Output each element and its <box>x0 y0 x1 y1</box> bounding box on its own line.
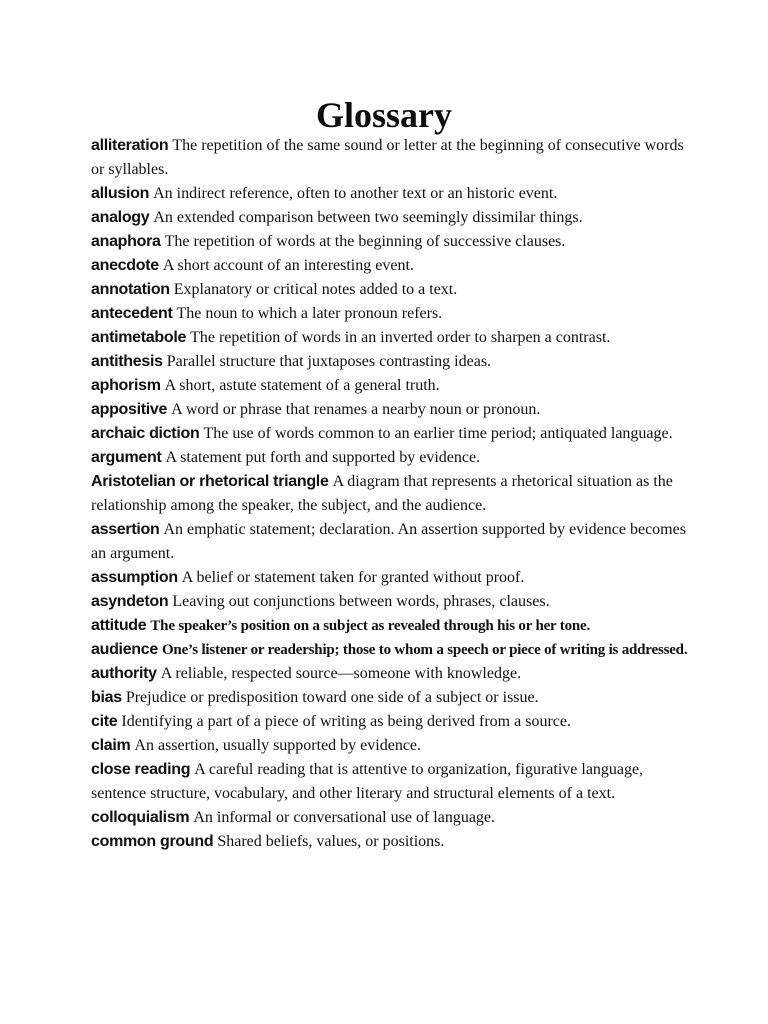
glossary-term: authority <box>91 665 157 682</box>
glossary-entry <box>91 566 691 590</box>
glossary-definition: A short account of an interesting event. <box>162 257 414 274</box>
glossary-definition: Identifying a part of a piece of writing as being derived from a source. <box>121 713 571 730</box>
glossary-definition: Shared beliefs, values, or positions. <box>217 833 445 850</box>
glossary-term: aphorism <box>91 377 161 394</box>
glossary-term: Aristotelian or rhetorical triangle <box>91 473 329 490</box>
glossary-definition: Prejudice or predisposition toward one side of a subject or issue. <box>125 689 539 706</box>
glossary-entry <box>91 374 691 398</box>
glossary-term: assertion <box>91 521 160 538</box>
glossary-entry <box>91 350 691 374</box>
glossary-term: allusion <box>91 185 150 202</box>
glossary-definition: The repetition of words in an inverted order to sharpen a contrast. <box>190 329 611 346</box>
glossary-definition: A word or phrase that renames a nearby noun or pronoun. <box>171 401 541 418</box>
glossary-entry <box>91 710 691 734</box>
glossary-term: audience <box>91 641 158 658</box>
glossary-definition: A careful reading that is attentive to organization, figurative language, sentence structure, vocabulary, and other literary and structural elements of a text. <box>91 761 644 802</box>
glossary-entry <box>91 206 691 230</box>
glossary-entry <box>91 302 691 326</box>
glossary-entry <box>91 278 691 302</box>
glossary-definition: A reliable, respected source—someone with knowledge. <box>160 665 522 682</box>
glossary-definition: The repetition of words at the beginning of successive clauses. <box>164 233 566 250</box>
glossary-term: anaphora <box>91 233 161 250</box>
page-title: Glossary <box>315 95 452 135</box>
glossary-entry <box>91 734 691 758</box>
glossary-list <box>91 134 691 854</box>
glossary-definition: A diagram that represents a rhetorical situation as the relationship among the speaker, the subject, and the audience. <box>91 473 673 514</box>
glossary-entry <box>91 182 691 206</box>
glossary-term: annotation <box>91 281 170 298</box>
glossary-term: antithesis <box>91 353 163 370</box>
glossary-term: analogy <box>91 209 150 226</box>
glossary-entry <box>91 230 691 254</box>
glossary-definition: One’s listener or readership; those to whom a speech or piece of writing is addressed. <box>161 642 688 658</box>
glossary-entry <box>91 254 691 278</box>
glossary-term: anecdote <box>91 257 159 274</box>
glossary-definition: Parallel structure that juxtaposes contrasting ideas. <box>166 353 492 370</box>
glossary-entry <box>91 614 691 638</box>
glossary-term: common ground <box>91 833 214 850</box>
glossary-term: close reading <box>91 761 191 778</box>
glossary-definition: An informal or conversational use of language. <box>193 809 496 826</box>
glossary-entry <box>91 758 691 806</box>
glossary-definition: A short, astute statement of a general truth. <box>164 377 440 394</box>
glossary-entry <box>91 470 691 518</box>
glossary-definition: A belief or statement taken for granted without proof. <box>181 569 525 586</box>
glossary-entry <box>91 806 691 830</box>
glossary-term: cite <box>91 713 118 730</box>
glossary-term: bias <box>91 689 122 706</box>
glossary-entry <box>91 686 691 710</box>
glossary-definition: The noun to which a later pronoun refers. <box>176 305 443 322</box>
glossary-definition: A statement put forth and supported by evidence. <box>165 449 481 466</box>
glossary-entry <box>91 518 691 566</box>
glossary-entry <box>91 446 691 470</box>
glossary-definition: An indirect reference, often to another text or an historic event. <box>153 185 558 202</box>
glossary-term: attitude <box>91 617 147 634</box>
glossary-term: antimetabole <box>91 329 187 346</box>
glossary-definition: The repetition of the same sound or letter at the beginning of consecutive words or syllables. <box>91 137 684 178</box>
glossary-term: appositive <box>91 401 168 418</box>
glossary-term: assumption <box>91 569 178 586</box>
glossary-definition: Explanatory or critical notes added to a text. <box>173 281 458 298</box>
glossary-term: asyndeton <box>91 593 169 610</box>
glossary-entry <box>91 326 691 350</box>
glossary-definition: An assertion, usually supported by evidence. <box>134 737 422 754</box>
glossary-entry <box>91 422 691 446</box>
glossary-definition: The speaker’s position on a subject as revealed through his or her tone. <box>150 618 591 634</box>
glossary-entry <box>91 662 691 686</box>
glossary-entry <box>91 638 691 662</box>
glossary-entry <box>91 830 691 854</box>
glossary-term: argument <box>91 449 162 466</box>
glossary-term: colloquialism <box>91 809 190 826</box>
glossary-term: alliteration <box>91 137 169 154</box>
glossary-definition: The use of words common to an earlier time period; antiquated language. <box>203 425 673 442</box>
glossary-definition: An extended comparison between two seemingly dissimilar things. <box>153 209 583 226</box>
glossary-entry <box>91 134 691 182</box>
glossary-term: antecedent <box>91 305 173 322</box>
glossary-definition: Leaving out conjunctions between words, phrases, clauses. <box>172 593 550 610</box>
glossary-definition: An emphatic statement; declaration. An assertion supported by evidence becomes an argument. <box>91 521 686 562</box>
glossary-entry <box>91 398 691 422</box>
glossary-term: claim <box>91 737 131 754</box>
glossary-entry <box>91 590 691 614</box>
glossary-term: archaic diction <box>91 425 200 442</box>
